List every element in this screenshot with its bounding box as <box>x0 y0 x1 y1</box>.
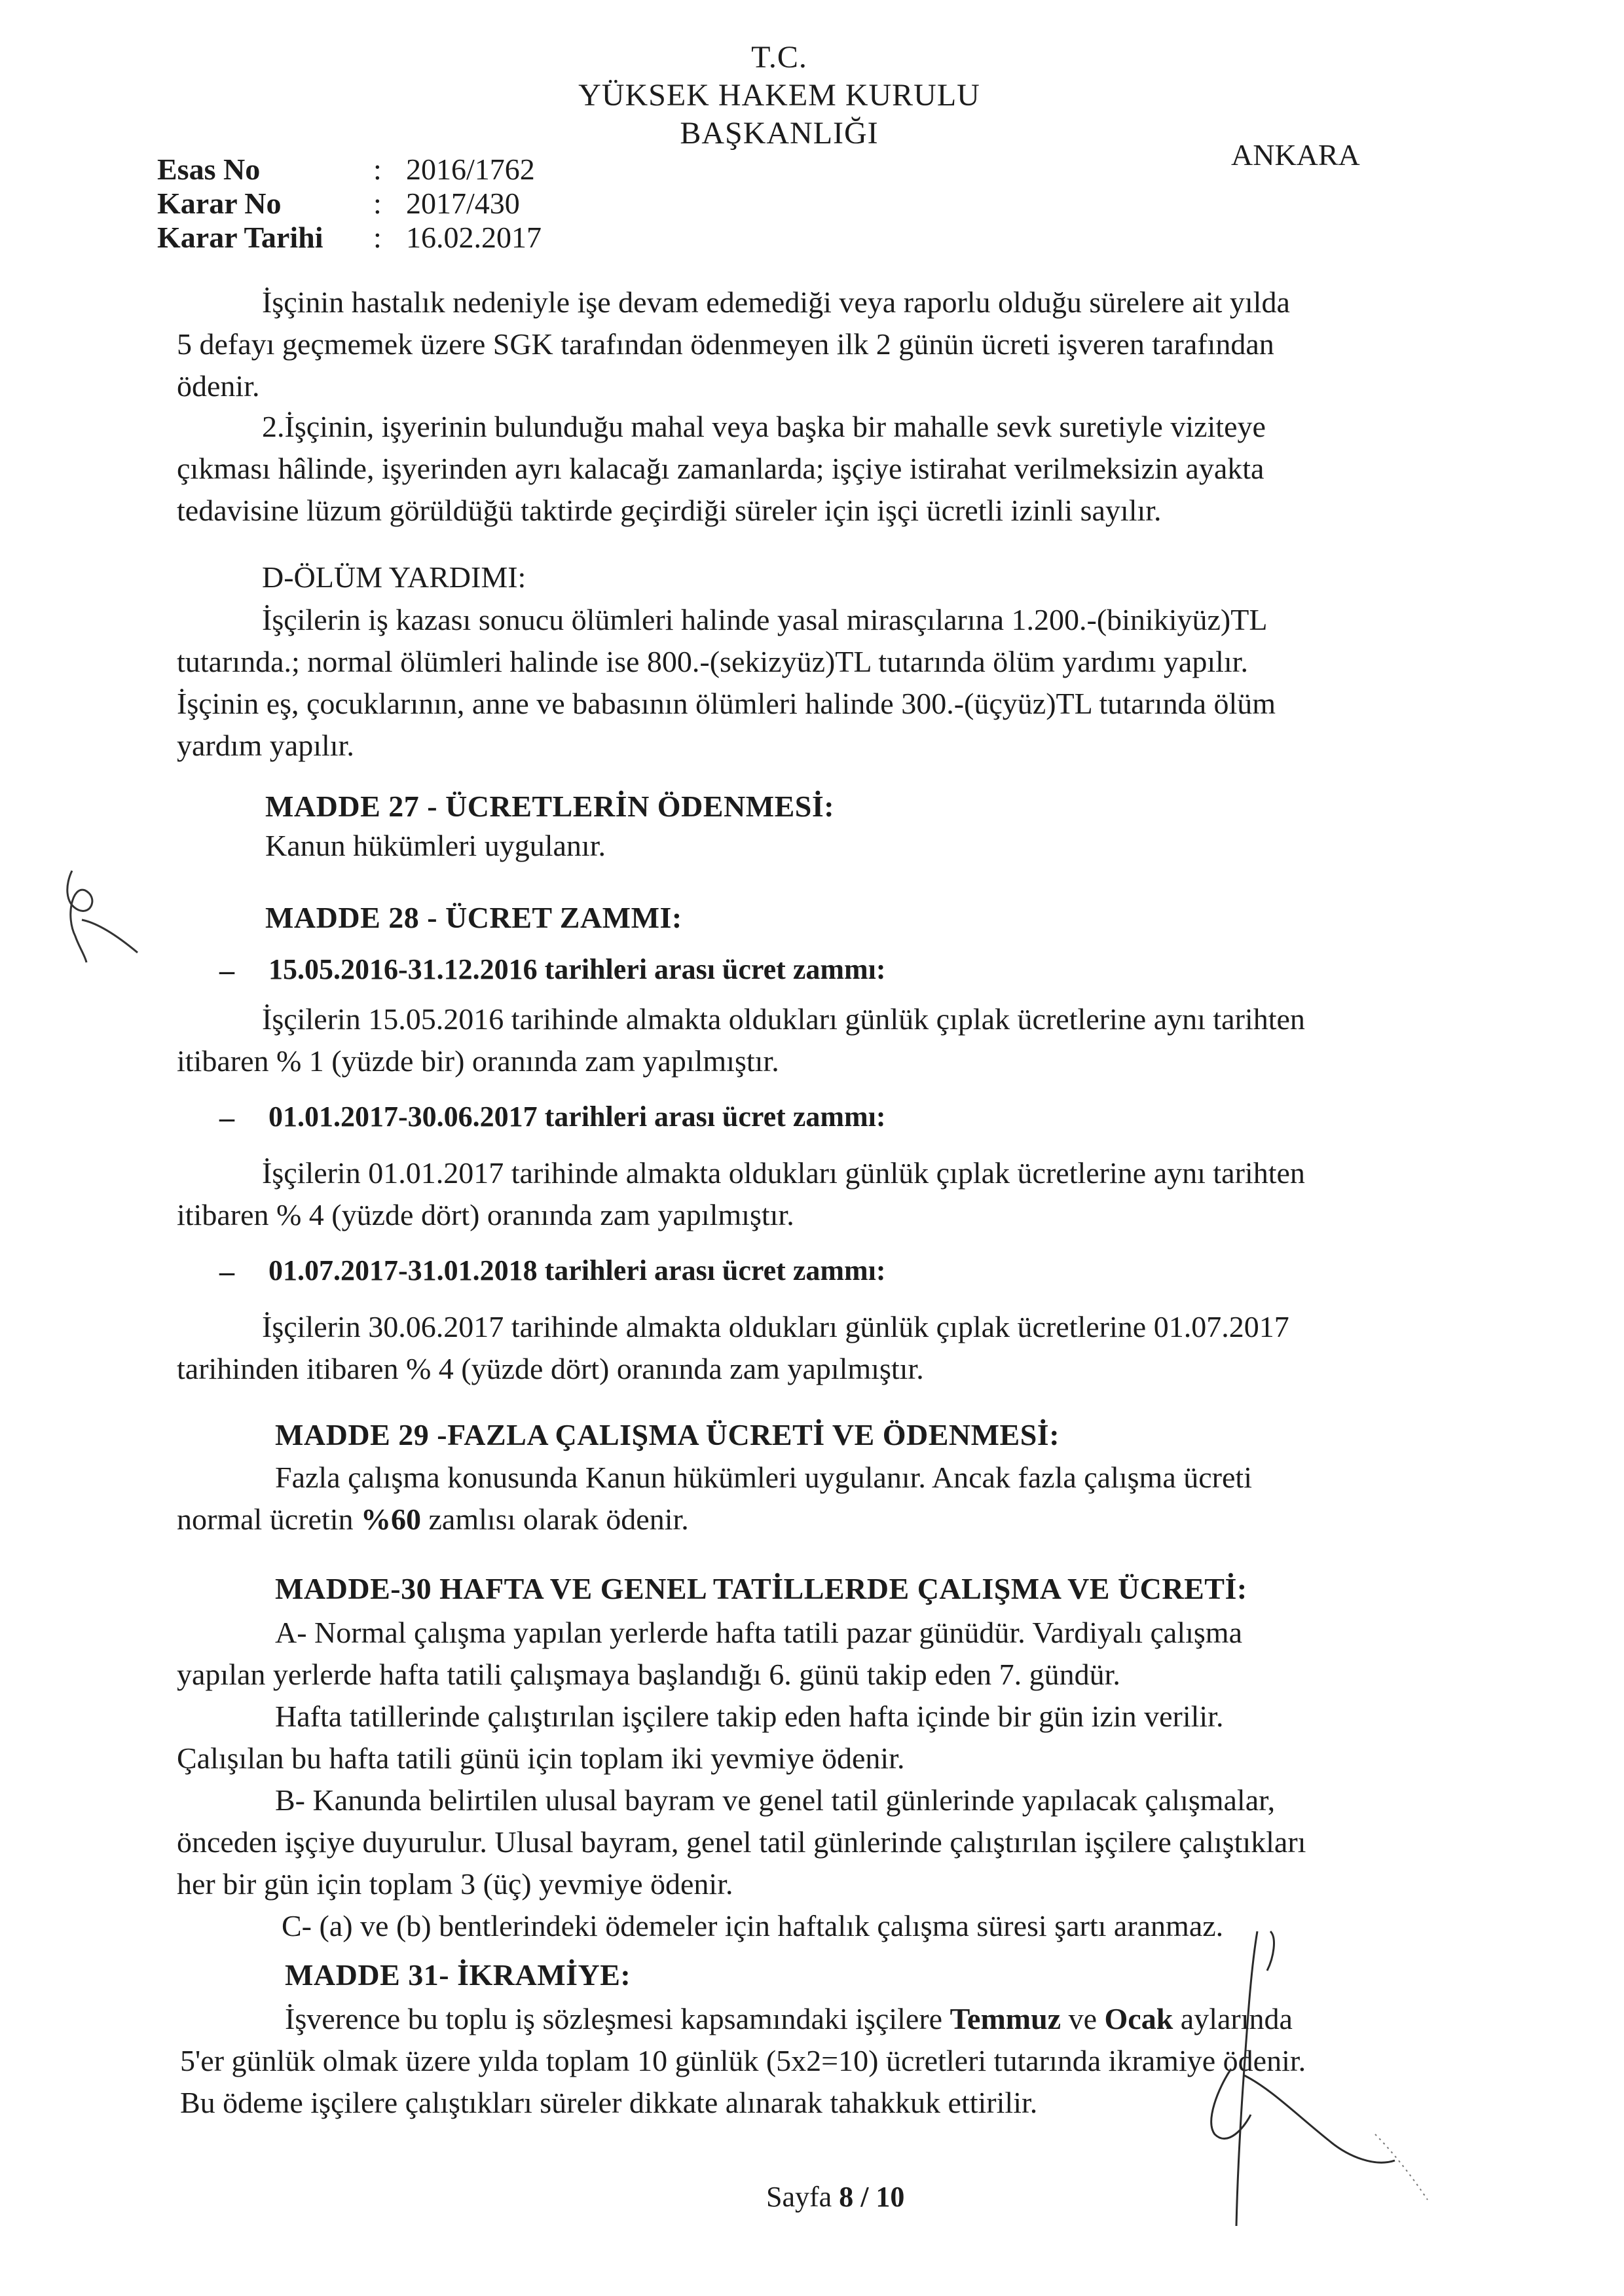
meta-sep: : <box>373 153 382 186</box>
olum-paragraph <box>177 599 1401 767</box>
text-line: yapılan yerlerde hafta tatili çalışmaya başlandığı 6. günü takip eden 7. gündür. <box>177 1658 1120 1691</box>
raise-period-text <box>177 1306 1401 1390</box>
list-dash: – <box>219 1101 234 1134</box>
text-line: İşçilerin 15.05.2016 tarihinde almakta oldukları günlük çıplak ücretlerine aynı tarihten <box>262 1002 1305 1036</box>
footer-prefix: Sayfa <box>766 2181 840 2213</box>
text-line: A- Normal çalışma yapılan yerlerde hafta tatili pazar günüdür. Vardiyalı çalışma <box>275 1616 1242 1649</box>
article-30-paragraph <box>177 1612 1401 1947</box>
text-line: yardım yapılır. <box>177 729 354 762</box>
meta-sep: : <box>373 221 382 254</box>
article-29-title: MADDE 29 -FAZLA ÇALIŞMA ÜCRETİ VE ÖDENMESİ: <box>275 1418 1060 1451</box>
text-line: İşçinin eş, çocuklarının, anne ve babasının ölümleri halinde 300.-(üçyüz)TL tutarında ölüm <box>177 687 1276 720</box>
text-line: 2.İşçinin, işyerinin bulunduğu mahal veya başka bir mahalle sevk suretiyle viziteye <box>262 410 1266 443</box>
text-line: tutarında.; normal ölümleri halinde ise 800.-(sekizyüz)TL tutarında ölüm yardımı yapılır. <box>177 645 1248 678</box>
text-fragment: normal ücretin <box>177 1503 361 1536</box>
text-line: Bu ödeme işçilere çalıştıkları süreler dikkate alınarak tahakkuk ettirilir. <box>180 2086 1038 2119</box>
handwritten-signature <box>1179 1918 1454 2285</box>
raise-period-text <box>177 998 1401 1082</box>
text-line: Çalışılan bu hafta tatili günü için toplam iki yevmiye ödenir. <box>177 1741 905 1775</box>
month-july: Temmuz <box>950 2002 1061 2035</box>
article-29-paragraph <box>177 1457 1401 1540</box>
text-line: her bir gün için toplam 3 (üç) yevmiye ödenir. <box>177 1867 733 1901</box>
raise-period-title: 01.01.2017-30.06.2017 tarihleri arası ücret zammı: <box>268 1101 886 1133</box>
meta-value: 2016/1762 <box>406 153 535 186</box>
article-28-title: MADDE 28 - ÜCRET ZAMMI: <box>265 901 682 934</box>
text-line: ödenir. <box>177 369 260 403</box>
meta-value: 16.02.2017 <box>406 221 542 254</box>
text-line: itibaren % 4 (yüzde dört) oranında zam yapılmıştır. <box>177 1198 794 1231</box>
text-line <box>177 1499 1401 1540</box>
text-line: Hafta tatillerinde çalıştırılan işçilere takip eden hafta içinde bir gün izin verilir. <box>275 1700 1224 1733</box>
header-line-office: BAŞKANLIĞI <box>680 116 879 151</box>
page-number: 8 / 10 <box>839 2181 905 2213</box>
header-line-institution: YÜKSEK HAKEM KURULU <box>578 78 980 113</box>
article-30-title: MADDE-30 HAFTA VE GENEL TATİLLERDE ÇALIŞMA VE ÜCRETİ: <box>275 1572 1247 1605</box>
text-line: B- Kanunda belirtilen ulusal bayram ve genel tatil günlerinde yapılacak çalışmalar, <box>275 1783 1276 1817</box>
text-line: 5 defayı geçmemek üzere SGK tarafından ödenmeyen ilk 2 günün ücreti işveren tarafından <box>177 327 1274 361</box>
text-line: önceden işçiye duyurulur. Ulusal bayram, genel tatil günlerinde çalıştırılan işçilere çalıştıkları <box>177 1825 1306 1859</box>
text-line: tarihinden itibaren % 4 (yüzde dört) oranında zam yapılmıştır. <box>177 1352 924 1385</box>
text-line: İşçilerin iş kazası sonucu ölümleri halinde yasal mirasçılarına 1.200.-(binikiyüz)TL <box>262 603 1268 636</box>
list-dash: – <box>219 953 234 987</box>
text-fragment: İşverence bu toplu iş sözleşmesi kapsamındaki işçilere <box>285 2002 950 2035</box>
text-line: C- (a) ve (b) bentlerindeki ödemeler için haftalık çalışma süresi şartı aranmaz. <box>282 1909 1224 1942</box>
text-fragment: zamlısı olarak ödenir. <box>421 1503 689 1536</box>
list-dash: – <box>219 1254 234 1288</box>
text-line: İşçilerin 01.01.2017 tarihinde almakta oldukları günlük çıplak ücretlerine aynı tarihten <box>262 1156 1305 1190</box>
intro-paragraph-1 <box>177 282 1401 407</box>
month-january: Ocak <box>1104 2002 1173 2035</box>
text-line: tedavisine lüzum görüldüğü taktirde geçirdiği süreler için işçi ücretli izinli sayılır. <box>177 494 1162 527</box>
margin-initials-signature <box>46 858 151 969</box>
text-line: çıkması hâlinde, işyerinden ayrı kalacağı zamanlarda; işçiye istirahat verilmeksizin ayakta <box>177 452 1264 485</box>
overtime-rate: %60 <box>361 1503 422 1536</box>
article-27-title: MADDE 27 - ÜCRETLERİN ÖDENMESİ: <box>265 790 835 823</box>
meta-sep: : <box>373 187 382 220</box>
text-line: itibaren % 1 (yüzde bir) oranında zam yapılmıştır. <box>177 1044 779 1078</box>
text-line: İşçinin hastalık nedeniyle işe devam edemediği veya raporlu olduğu sürelere ait yılda <box>262 285 1290 319</box>
raise-period-text <box>177 1152 1401 1236</box>
text-fragment: aylarında <box>1173 2002 1293 2035</box>
article-27-text: Kanun hükümleri uygulanır. <box>265 829 606 862</box>
header-line-tc: T.C. <box>751 40 807 75</box>
intro-paragraph-2 <box>177 406 1401 532</box>
meta-label: Esas No <box>157 153 261 186</box>
olum-title: D-ÖLÜM YARDIMI: <box>262 560 526 594</box>
text-line: 5'er günlük olmak üzere yılda toplam 10 günlük (5x2=10) ücretleri tutarında ikramiye ödenir. <box>180 2044 1306 2077</box>
header-city: ANKARA <box>1231 138 1360 172</box>
meta-label: Karar No <box>157 187 282 220</box>
raise-period-title: 15.05.2016-31.12.2016 tarihleri arası ücret zammı: <box>268 953 886 985</box>
page-footer <box>766 2180 904 2214</box>
article-31-title: MADDE 31- İKRAMİYE: <box>285 1958 631 1992</box>
text-fragment: ve <box>1061 2002 1105 2035</box>
meta-value: 2017/430 <box>406 187 520 220</box>
raise-period-title: 01.07.2017-31.01.2018 tarihleri arası ücret zammı: <box>268 1254 886 1286</box>
meta-label: Karar Tarihi <box>157 221 323 254</box>
text-line: Fazla çalışma konusunda Kanun hükümleri uygulanır. Ancak fazla çalışma ücreti <box>275 1461 1252 1494</box>
text-line: İşçilerin 30.06.2017 tarihinde almakta oldukları günlük çıplak ücretlerine 01.07.2017 <box>262 1310 1289 1343</box>
